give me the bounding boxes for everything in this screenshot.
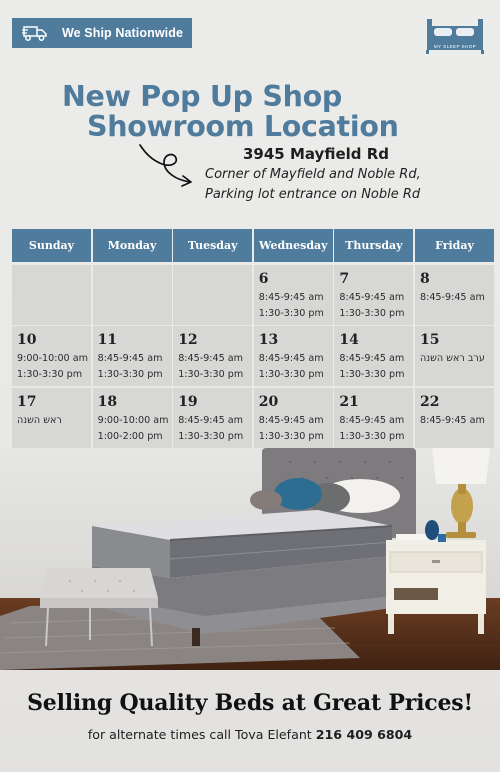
day-header: Wednesday: [254, 229, 333, 262]
time-slot: 1:30-3:30 pm: [258, 369, 324, 381]
day-number: 13: [258, 332, 279, 349]
day-number: 14: [339, 332, 359, 349]
day-number: 15: [419, 332, 440, 349]
time-slot: 1:30-3:30 pm: [258, 430, 324, 442]
time-slot: 8:45-9:45 am: [258, 414, 324, 426]
day-header: Thursday: [334, 229, 413, 262]
day-number: 8: [419, 270, 430, 287]
contact-text: for alternate times call Tova Elefant: [87, 727, 312, 742]
time-slot: 9:00-10:00 am: [17, 353, 88, 365]
tagline: Selling Quality Beds at Great Prices!: [27, 690, 473, 716]
time-slot: 1:00-2:00 pm: [97, 430, 163, 442]
time-slot: 8:45-9:45 am: [339, 353, 405, 365]
logo-text: MY SLEEP SHOP: [433, 44, 477, 49]
brand-logo[interactable]: [426, 16, 484, 54]
address-street: 3945 Mayfield Rd: [243, 145, 390, 163]
day-header: Sunday: [12, 229, 91, 262]
time-slot: 9:00-10:00 am: [97, 414, 169, 426]
day-number: 20: [258, 393, 279, 410]
time-slot: 1:30-3:30 pm: [17, 369, 83, 381]
calendar-day-19: [173, 388, 252, 450]
shipping-label: We Ship Nationwide: [62, 26, 184, 40]
day-header: Friday: [415, 229, 494, 262]
calendar-day-18: [93, 388, 172, 450]
time-slot: 8:45-9:45 am: [339, 414, 405, 426]
calendar-day-21: [334, 388, 413, 450]
day-number: 7: [339, 270, 350, 287]
calendar-day-13: [254, 326, 333, 386]
curly-arrow-icon: [134, 140, 198, 190]
time-slot: 8:45-9:45 am: [419, 291, 485, 303]
calendar-empty-cell: [12, 265, 91, 325]
calendar-day-6: [254, 265, 333, 325]
day-number: 22: [419, 393, 440, 410]
time-slot: 1:30-3:30 pm: [339, 430, 405, 442]
day-number: 18: [97, 393, 118, 410]
calendar-day-20: [254, 388, 333, 450]
calendar-day-14: [334, 326, 413, 386]
calendar-empty-cell: [93, 265, 172, 325]
address-note-1: Corner of Mayfield and Noble Rd,: [205, 167, 421, 182]
calendar-day-10: [12, 326, 91, 386]
calendar-day-8: [415, 265, 494, 325]
day-number: 10: [17, 332, 37, 349]
time-slot: 1:30-3:30 pm: [97, 369, 163, 381]
day-number: 21: [339, 393, 359, 410]
day-number: 17: [17, 393, 37, 410]
day-header: Monday: [93, 229, 172, 262]
time-slot: 8:45-9:45 am: [258, 353, 324, 365]
time-slot: 8:45-9:45 am: [178, 353, 244, 365]
time-slot: 8:45-9:45 am: [178, 414, 244, 426]
time-slot: 1:30-3:30 pm: [339, 369, 405, 381]
address-note-2: Parking lot entrance on Noble Rd: [205, 187, 421, 202]
day-number: 12: [178, 332, 198, 349]
calendar-day-17: [12, 388, 91, 450]
calendar-day-12: [173, 326, 252, 386]
time-slot: 8:45-9:45 am: [419, 414, 485, 426]
time-slot: 1:30-3:30 pm: [258, 307, 324, 319]
day-number: 6: [258, 270, 269, 287]
shipping-badge: [12, 18, 192, 48]
calendar-day-7: [334, 265, 413, 325]
holiday-note: ערב ראש השנה: [419, 353, 485, 365]
time-slot: 8:45-9:45 am: [258, 291, 324, 303]
headline-line-1: New Pop Up Shop: [62, 80, 342, 113]
calendar-day-22: [415, 388, 494, 450]
time-slot: 1:30-3:30 pm: [178, 430, 244, 442]
phone-number[interactable]: 216 409 6804: [315, 727, 413, 742]
time-slot: 1:30-3:30 pm: [178, 369, 244, 381]
day-number: 19: [178, 393, 198, 410]
time-slot: 1:30-3:30 pm: [339, 307, 405, 319]
day-header: Tuesday: [173, 229, 252, 262]
time-slot: 8:45-9:45 am: [339, 291, 405, 303]
calendar-empty-cell: [173, 265, 252, 325]
bedroom-scene-image: [0, 448, 500, 670]
day-number: 11: [97, 332, 118, 349]
holiday-note: ראש השנה: [17, 414, 62, 426]
truck-icon: [22, 24, 48, 42]
time-slot: 8:45-9:45 am: [97, 353, 163, 365]
schedule-calendar: [12, 229, 494, 450]
headline-line-2: Showroom Location: [87, 110, 399, 143]
calendar-day-15: [415, 326, 494, 386]
calendar-day-11: [93, 326, 172, 386]
contact-line: [0, 727, 500, 742]
